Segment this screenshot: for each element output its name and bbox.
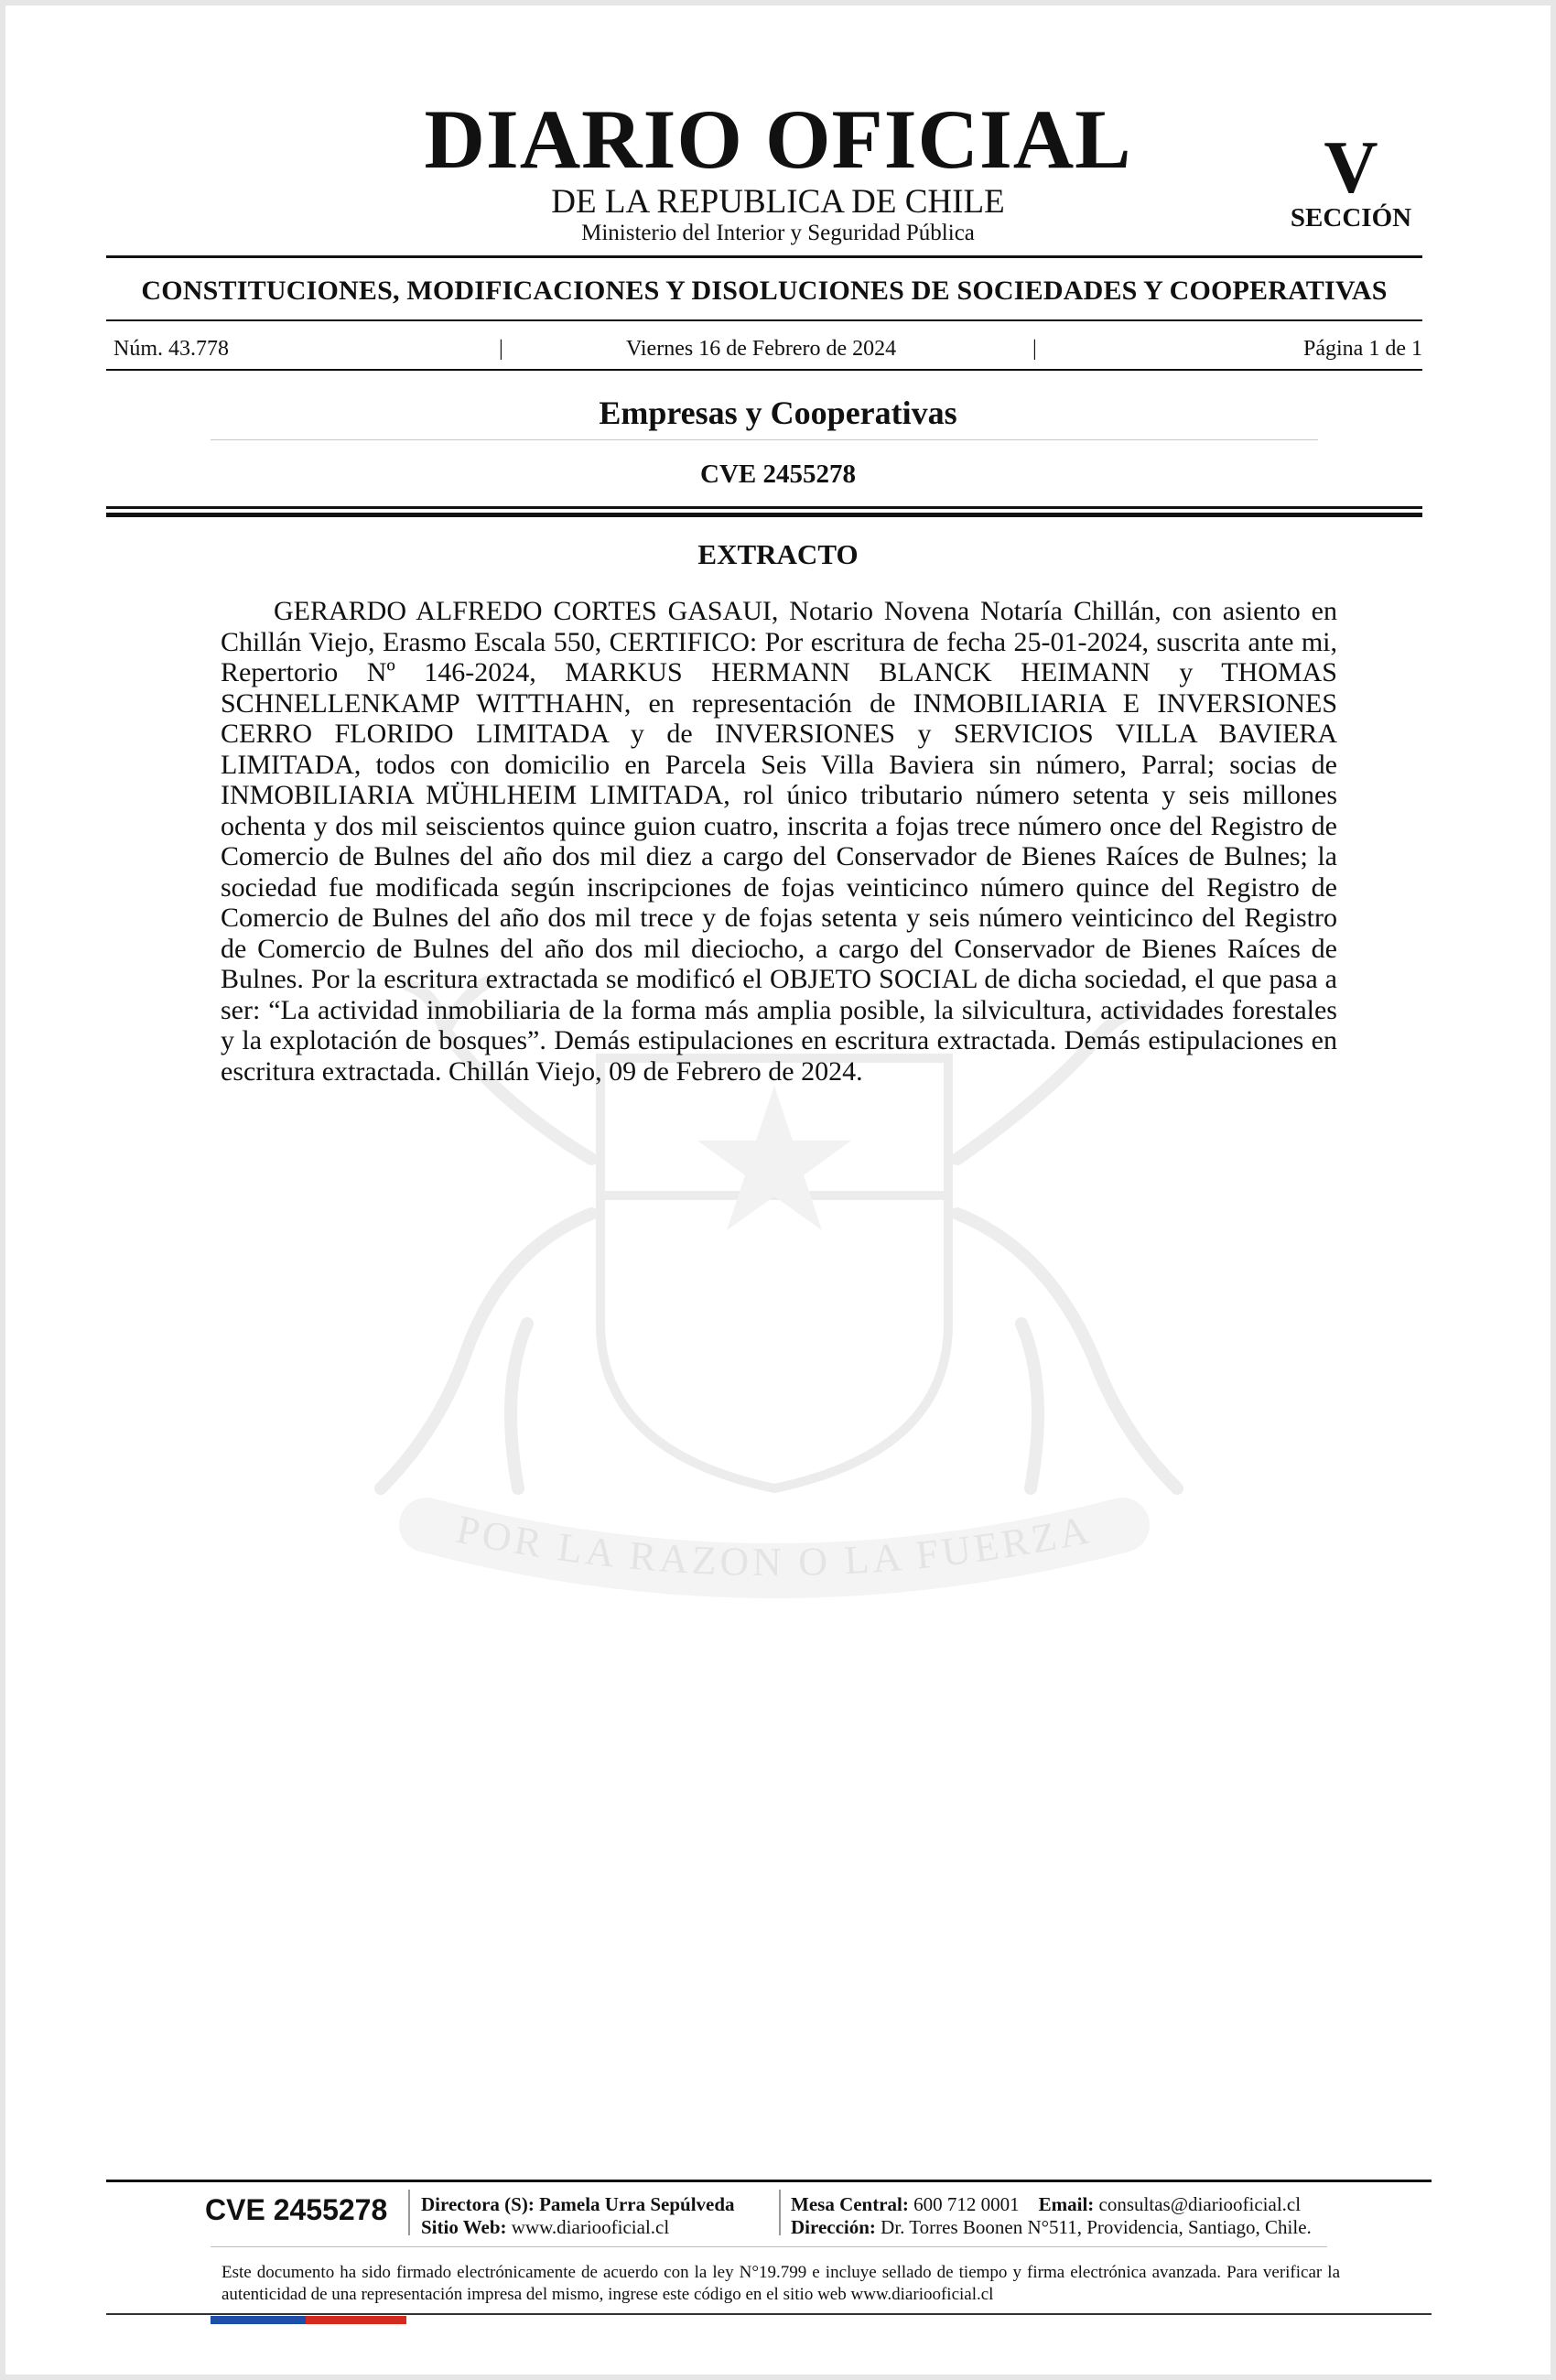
website-label: Sitio Web: — [421, 2216, 507, 2238]
phone-number: 600 712 0001 — [913, 2193, 1020, 2215]
watermark-motto: POR LA RAZON O LA FUERZA — [452, 1506, 1097, 1585]
issue-number: Núm. 43.778 — [113, 337, 229, 361]
section-letter: V — [1324, 125, 1378, 209]
bottom-double-rule — [106, 513, 1422, 517]
issue-separator: | — [1032, 337, 1037, 361]
masthead-rule — [106, 255, 1422, 258]
footer-contact-right — [791, 2193, 1312, 2239]
category-rule — [211, 439, 1318, 440]
address-label: Dirección: — [791, 2216, 876, 2238]
footer-separator — [779, 2190, 781, 2235]
footer-contact-left — [421, 2193, 735, 2239]
heading-rule — [106, 319, 1422, 321]
footer-top-rule — [106, 2180, 1432, 2182]
section-heading: CONSTITUCIONES, MODIFICACIONES Y DISOLUCIONES DE SOCIEDADES Y COOPERATIVAS — [141, 276, 1388, 306]
masthead-ministry: Ministerio del Interior y Seguridad Pública — [581, 221, 975, 245]
legal-notice: Este documento ha sido firmado electrónicamente de acuerdo con la ley N°19.799 e incluye sellado de tiempo y firma electrónica avanzada. Para verificar la autenticidad de una representación impresa del mismo, ingrese este código en el sitio web www.diariooficial.cl — [222, 2263, 1340, 2304]
document-page — [5, 5, 1551, 2375]
masthead-title: DIARIO OFICIAL — [424, 92, 1132, 186]
flag-stripe-blue — [211, 2316, 306, 2324]
issue-separator: | — [499, 337, 503, 361]
document-title: EXTRACTO — [697, 538, 859, 570]
cve-code: CVE 2455278 — [700, 460, 856, 489]
email-label: Email: — [1038, 2193, 1095, 2215]
footer-cve-code: CVE 2455278 — [205, 2193, 388, 2226]
document-body: GERARDO ALFREDO CORTES GASAUI, Notario Novena Notaría Chillán, con asiento en Chillán Viejo, Erasmo Escala 550, CERTIFICO: Por escritura de fecha 25-01-2024, suscrita ante mi, Repertorio Nº 146-2024, MARKUS HERMANN BLANCK HEIMANN y THOMAS SCHNELLENKAMP WITTHAHN, en representación de INMOBILIARIA E INVERSIONES CERRO FLORIDO LIMITADA y de INVERSIONES y SERVICIOS VILLA BAVIERA LIMITADA, todos con domicilio en Parcela Seis Villa Baviera sin número, Parral; socias de INMOBILIARIA MÜHLHEIM LIMITADA, rol único tributario número setenta y seis millones ochenta y dos mil seiscientos quince guion cuatro, inscrita a fojas trece número once del Registro de Comercio de Bulnes del año dos mil diez a cargo del Conservador de Bienes Raíces de Bulnes; la sociedad fue modificada según inscripciones de fojas veinticinco número quince del Registro de Comercio de Bulnes del año dos mil trece y de fojas setenta y seis número veinticinco del Registro de Comercio de Bulnes del año dos mil dieciocho, a cargo del Conservador de Bienes Raíces de Bulnes. Por la escritura extractada se modificó el OBJETO SOCIAL de dicha sociedad, el que pasa a ser: “La actividad inmobiliaria de la forma más amplia posible, la silvicultura, actividades forestales y la explotación de bosques”. Demás estipulaciones en escritura extractada. Demás estipulaciones en escritura extractada. Chillán Viejo, 09 de Febrero de 2024. — [221, 596, 1337, 1087]
top-double-rule — [106, 506, 1422, 509]
director-name: Pamela Urra Sepúlveda — [539, 2193, 735, 2215]
website-link[interactable]: www.diariooficial.cl — [511, 2216, 670, 2238]
category-title: Empresas y Cooperativas — [599, 395, 957, 431]
footer-inner-rule — [211, 2246, 1327, 2247]
issue-date: Viernes 16 de Febrero de 2024 — [626, 337, 897, 361]
footer-separator — [408, 2190, 410, 2235]
address-text: Dr. Torres Boonen N°511, Providencia, Santiago, Chile. — [881, 2216, 1312, 2238]
section-label: SECCIÓN — [1290, 203, 1412, 233]
flag-stripe-red — [306, 2316, 406, 2324]
issue-rule — [106, 369, 1422, 371]
phone-label: Mesa Central: — [791, 2193, 909, 2215]
footer-bottom-rule — [106, 2313, 1432, 2315]
director-label: Directora (S): — [421, 2193, 535, 2215]
masthead-subtitle: DE LA REPUBLICA DE CHILE — [551, 183, 1005, 221]
email-link[interactable]: consultas@diariooficial.cl — [1098, 2193, 1302, 2215]
issue-page: Página 1 de 1 — [1303, 337, 1422, 361]
